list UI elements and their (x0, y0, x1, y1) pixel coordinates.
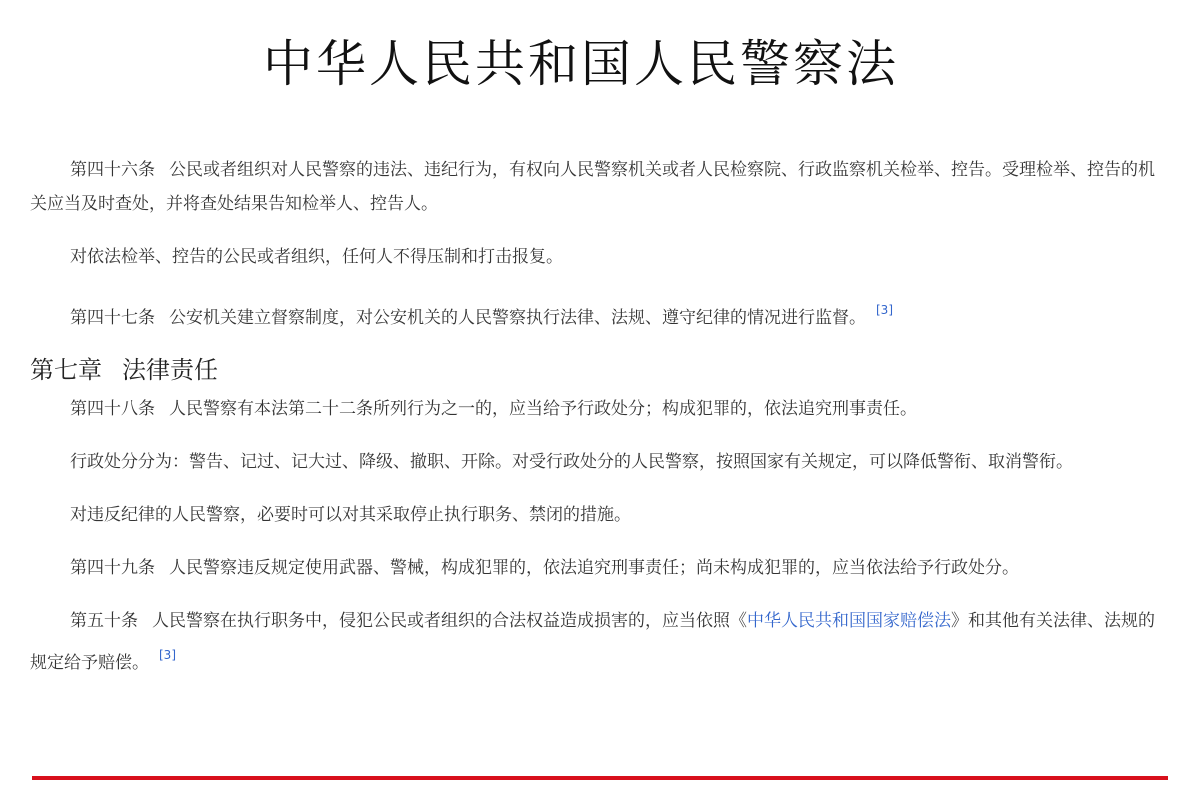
article-number: 第四十七条 (70, 308, 155, 328)
article-46-paragraph (30, 153, 1164, 221)
article-48-paragraph-2 (30, 445, 1164, 479)
article-text: 人民警察在执行职务中，侵犯公民或者组织的合法权益造成损害的，应当依照《 (152, 611, 747, 631)
article-46-paragraph-2 (30, 240, 1164, 274)
article-text: 公民或者组织对人民警察的违法、违纪行为，有权向人民警察机关或者人民检察院、行政监察机关检举、控告。受理检举、控告的机关应当及时查处，并将查处结果告知检举人、控告人。 (30, 160, 1155, 214)
article-number: 第四十六条 (70, 160, 155, 180)
article-number: 第四十八条 (70, 399, 155, 419)
article-text-continued: 》和其他有关法律、法规的规定给予赔偿。 (30, 611, 1155, 673)
chapter-name: 法律责任 (122, 356, 218, 384)
article-text: 对违反纪律的人民警察，必要时可以对其采取停止执行职务、禁闭的措施。 (70, 505, 631, 525)
page-title: 中华人民共和国人民警察法 (263, 35, 899, 93)
article-text: 人民警察有本法第二十二条所列行为之一的，应当给予行政处分；构成犯罪的，依法追究刑事责任。 (169, 399, 917, 419)
article-49-paragraph (30, 551, 1164, 585)
chapter-heading (30, 350, 1164, 390)
article-47-paragraph (30, 293, 1164, 335)
article-50-paragraph (30, 604, 1164, 680)
article-body (30, 153, 1164, 699)
article-text: 公安机关建立督察制度，对公安机关的人民警察执行法律、法规、遵守纪律的情况进行监督。 (169, 308, 866, 328)
article-text: 对依法检举、控告的公民或者组织，任何人不得压制和打击报复。 (70, 247, 563, 267)
article-48-paragraph (30, 392, 1164, 426)
article-text: 行政处分分为：警告、记过、记大过、降级、撤职、开除。对受行政处分的人民警察，按照国家有关规定，可以降低警衔、取消警衔。 (70, 452, 1073, 472)
article-48-paragraph-3 (30, 498, 1164, 532)
reference-link[interactable]: [3] (159, 648, 176, 662)
reference-link[interactable]: [3] (876, 303, 893, 317)
section-divider (32, 776, 1168, 780)
state-compensation-law-link[interactable]: 中华人民共和国国家赔偿法 (747, 611, 951, 631)
article-number: 第四十九条 (70, 558, 155, 578)
article-number: 第五十条 (70, 611, 138, 631)
article-text: 人民警察违反规定使用武器、警械，构成犯罪的，依法追究刑事责任；尚未构成犯罪的，应当依法给予行政处分。 (169, 558, 1019, 578)
chapter-number: 第七章 (30, 356, 102, 384)
